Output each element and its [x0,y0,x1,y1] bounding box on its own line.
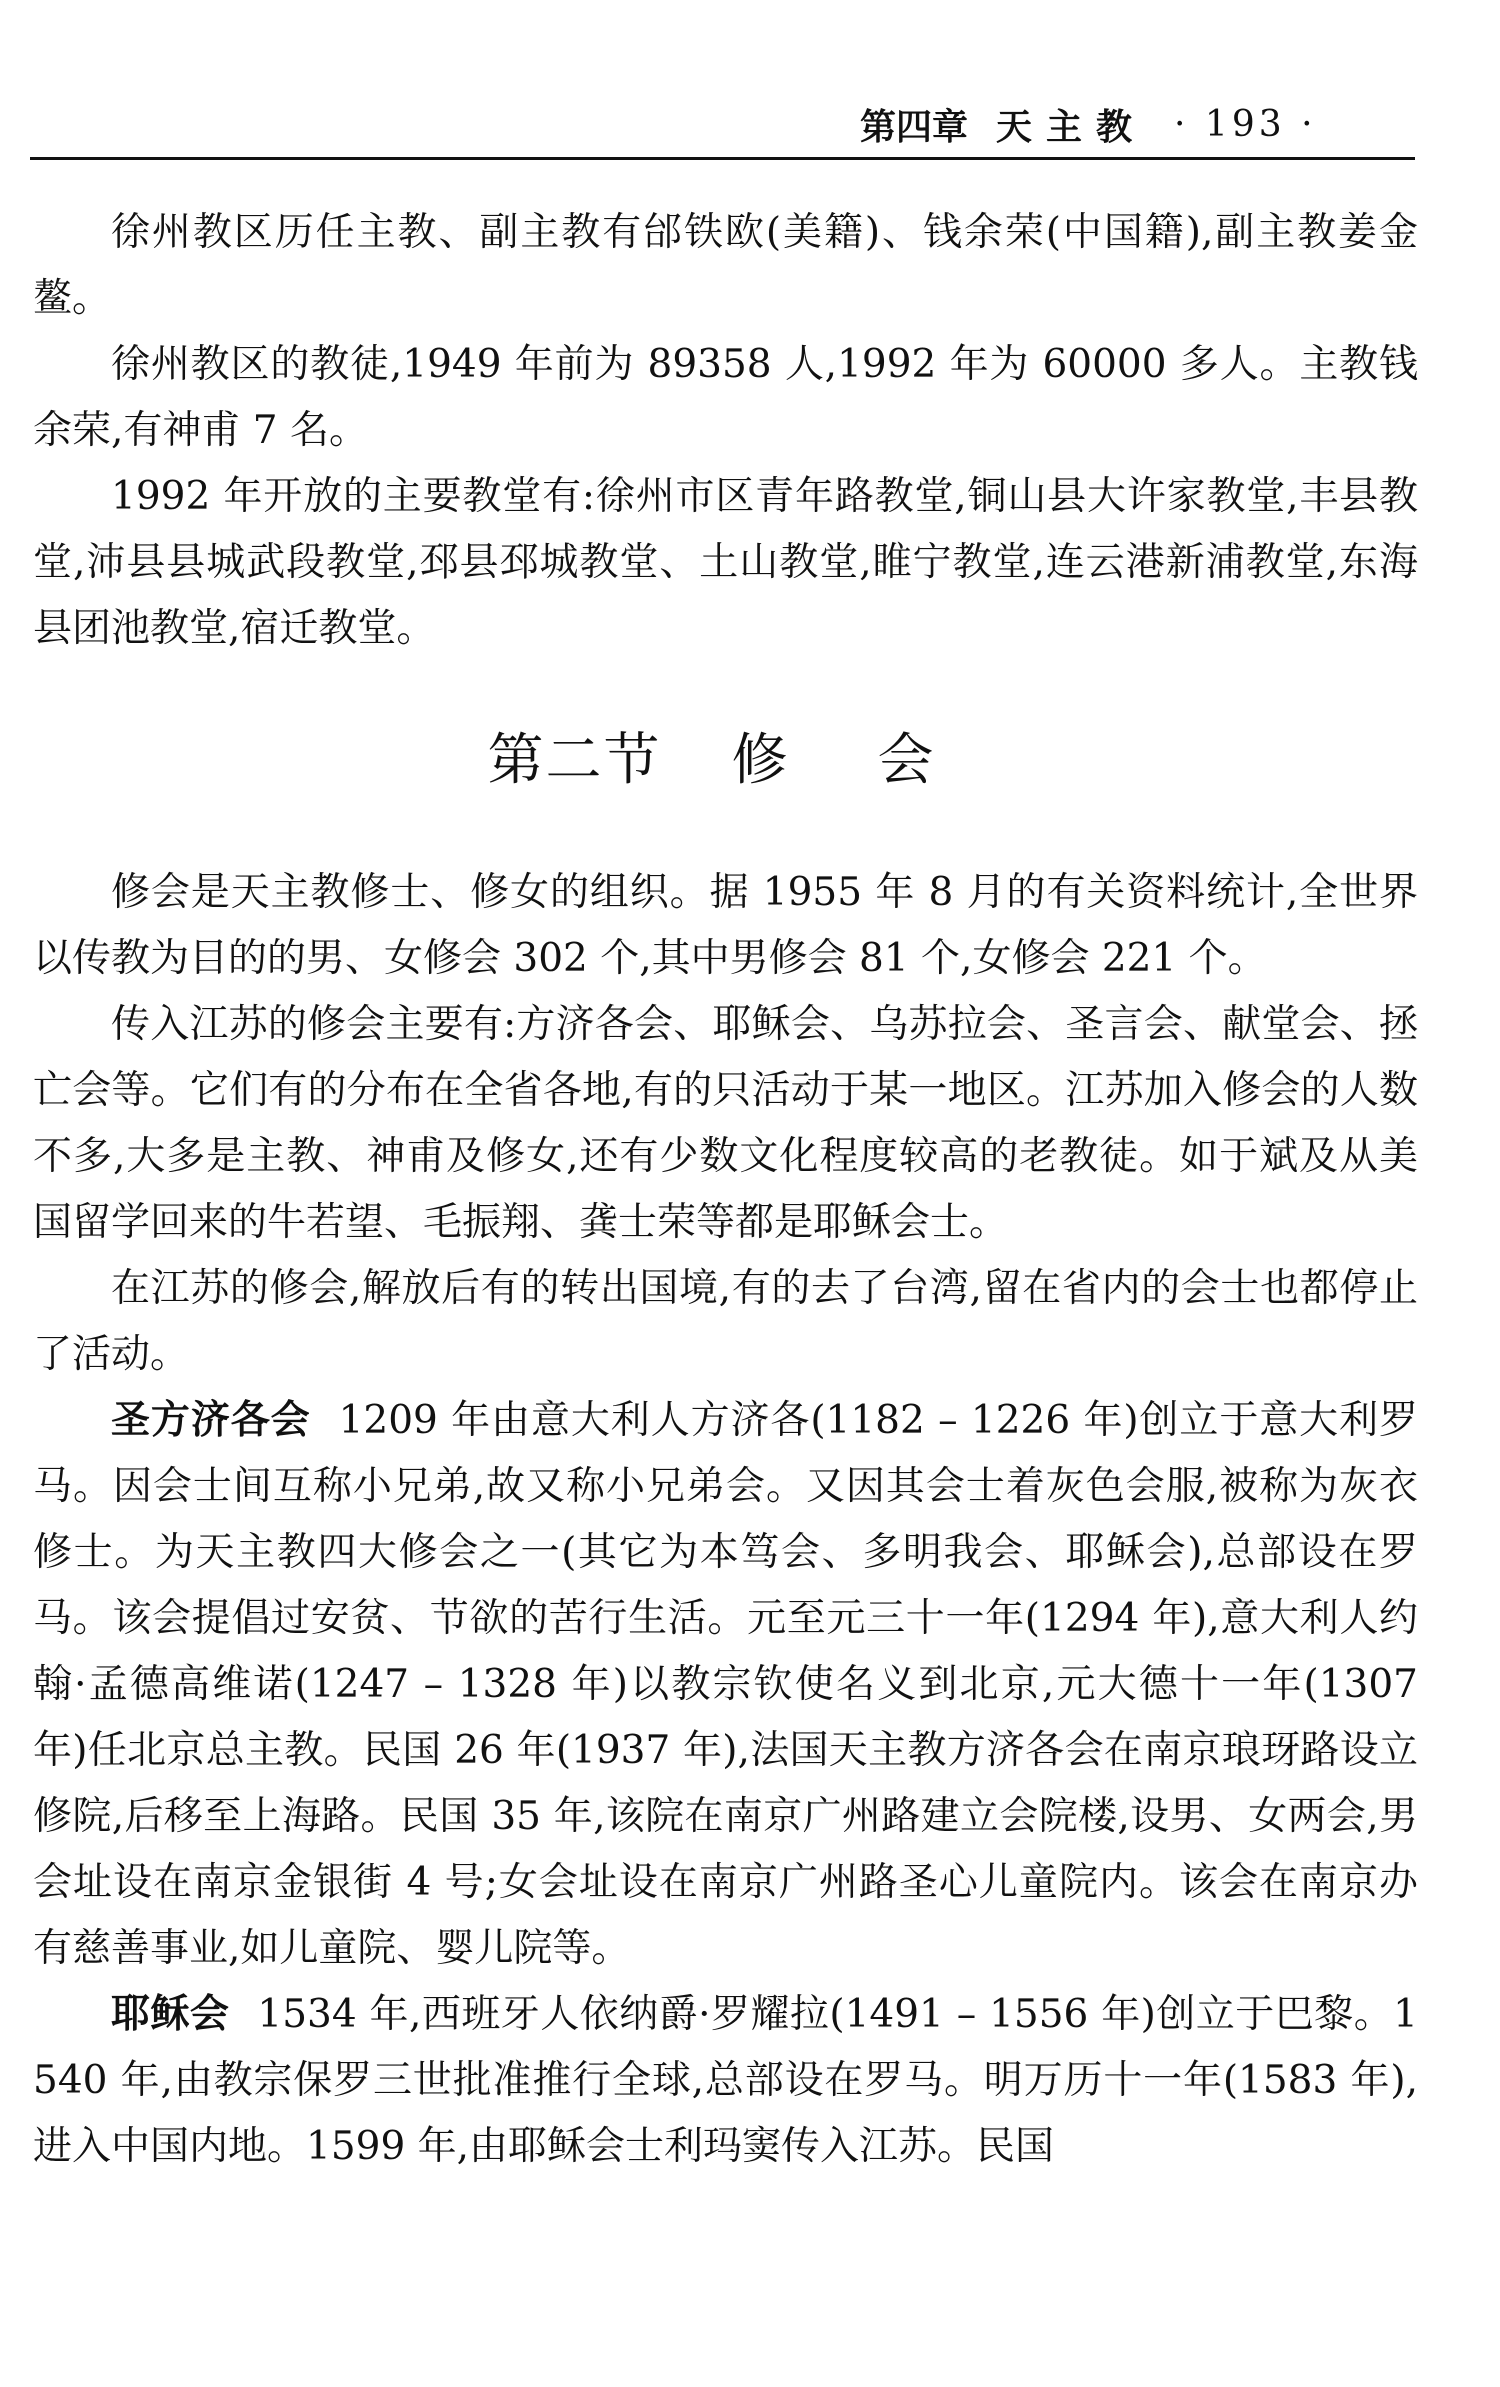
body-text [33,200,1418,2180]
chapter-title: 天主教 [996,106,1147,148]
section-title: 修会 [731,728,1024,793]
section-number: 第二节 [487,728,662,793]
paragraph: 在江苏的修会,解放后有的转出国境,有的去了台湾,留在省内的会士也都停止了活动。 [33,1266,1418,1377]
entry-paragraph [33,1388,1418,1982]
section-heading [33,728,1418,794]
paragraph: 修会是天主教修士、修女的组织。据 1955 年 8 月的有关资料统计,全世界以传教为目的的男、女修会 302 个,其中男修会 81 个,女修会 221 个。 [33,870,1418,981]
running-head [860,100,1395,148]
entry-text: 1209 年由意大利人方济各(1182 – 1226 年)创立于意大利罗马。因会士间互称小兄弟,故又称小兄弟会。又因其会士着灰色会服,被称为灰衣修士。为天主教四大修会之一(其它为本笃会、多明我会、耶稣会),总部设在罗马。该会提倡过安贫、节欲的苦行生活。元至元三十一年(1294 年),意大利人约翰·孟德高维诺(1247 – 1328 年)以教宗钦使名义到北京,元大德十一年(1307 年)任北京总主教。民国 26 年(1937 年),法国天主教方济各会在南京琅玡路设立修院,后移至上海路。民国 35 年,该院在南京广州路建立会院楼,设男、女两会,男会址设在南京金银街 4 号;女会址设在南京广州路圣心儿童院内。该会在南京办有慈善事业,如儿童院、婴儿院等。 [33,1398,1418,1971]
entry-term: 圣方济各会 [111,1398,311,1443]
chapter-label: 第四章 [860,106,969,148]
header-rule [30,157,1415,160]
paragraph: 1992 年开放的主要教堂有:徐州市区青年路教堂,铜山县大许家教堂,丰县教堂,沛县县城武段教堂,邳县邳城教堂、土山教堂,睢宁教堂,连云港新浦教堂,东海县团池教堂,宿迁教堂。 [33,474,1418,651]
entry-term: 耶稣会 [111,1992,230,2037]
paragraph: 传入江苏的修会主要有:方济各会、耶稣会、乌苏拉会、圣言会、献堂会、拯亡会等。它们有的分布在全省各地,有的只活动于某一地区。江苏加入修会的人数不多,大多是主教、神甫及修女,还有少数文化程度较高的老教徒。如于斌及从美国留学回来的牛若望、毛振翔、龚士荣等都是耶稣会士。 [33,1002,1418,1245]
entry-text: 1534 年,西班牙人依纳爵·罗耀拉(1491 – 1556 年)创立于巴黎。1540 年,由教宗保罗三世批准推行全球,总部设在罗马。明万历十一年(1583 年),进入中国内地。1599 年,由耶稣会士利玛窦传入江苏。民国 [33,1992,1418,2169]
paragraph: 徐州教区的教徒,1949 年前为 89358 人,1992 年为 60000 多人。主教钱余荣,有神甫 7 名。 [33,342,1418,453]
page-number: · 193 · [1174,103,1317,145]
entry-paragraph [33,1982,1418,2180]
paragraph: 徐州教区历任主教、副主教有邰铁欧(美籍)、钱余荣(中国籍),副主教姜金鳌。 [33,210,1418,321]
